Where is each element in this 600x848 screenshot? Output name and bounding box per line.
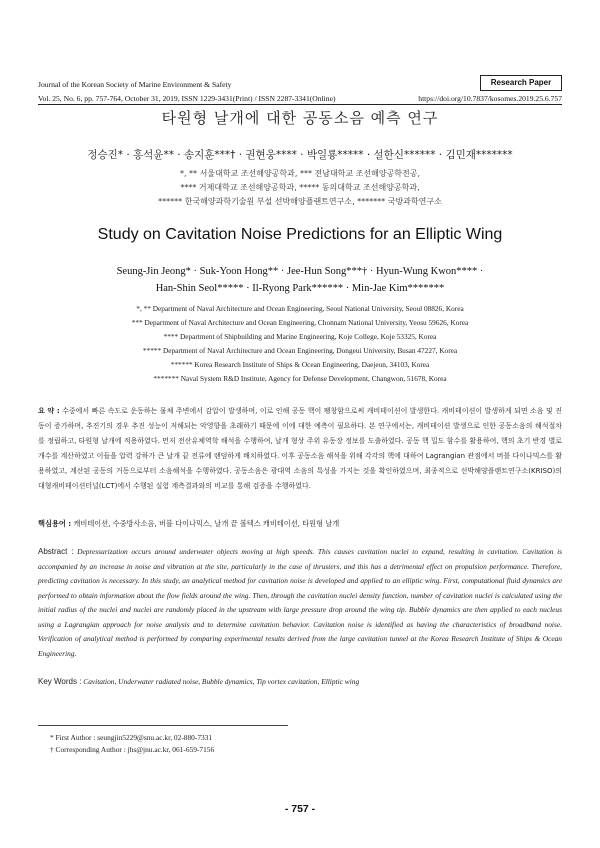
volume-line: Vol. 25, No. 6, pp. 757-764, October 31, 2019, ISSN 1229-3431(Print) / ISSN 2287-3341(Online) bbox=[38, 94, 336, 103]
korean-keywords bbox=[38, 519, 562, 529]
english-affiliation-5: ****** Korea Research Institute of Ships & Ocean Engineering, Daejeon, 34103, Korea bbox=[170, 360, 430, 369]
english-authors-line-1: Seung-Jin Jeong* · Suk-Yoon Hong** · Jee-Hun Song***† · Hyun-Wung Kwon**** · bbox=[116, 266, 484, 277]
first-author-footnote: * First Author : seungjin5229@snu.ac.kr, 02-880-7331 bbox=[50, 733, 213, 742]
korean-abstract-label: 요 약 : bbox=[38, 407, 60, 415]
english-affiliation-3: **** Department of Shipbuilding and Marine Engineering, Koje College, Koje 53325, Korea bbox=[163, 332, 437, 341]
english-keywords-text: Cavitation, Underwater radiated noise, Bubble dynamics, Tip vortex cavitation, Elliptic wing bbox=[83, 677, 360, 686]
korean-keywords-label: 핵심용어 : bbox=[38, 519, 72, 528]
corresponding-author-footnote: † Corresponding Author : jhs@jnu.ac.kr, 061-659-7156 bbox=[50, 745, 215, 754]
korean-abstract bbox=[38, 404, 562, 494]
page-number: - 757 - bbox=[284, 803, 316, 815]
english-keywords-label: Key Words : bbox=[38, 677, 82, 686]
header-rule bbox=[38, 104, 562, 105]
english-abstract-text: Depressurization occurs around underwater objects moving at high speeds. This causes cavitation nuclei to expand, resulting in cavitation. Cavitation is accompanied by an increase in noise and vibration at the site, particularly in the case of thrusters, and this has a detrimental effect on propulsion performance. Therefore, predicting cavitation is necessary. In this study, an analytical method for cavitation noise is developed and applied to an elliptic wing. First, computational fluid dynamics are performed to obtain information about the flow fields around the wing. Then, through the cavitation nuclei density function, number of cavitation nuclei is calculated using the initial radius of the nuclei and nuclei are randomly placed in the upstream with large pressure drop around the wing tip. Bubble dynamics are then applied to each nucleus using a Lagrangian approach for noise analysis and to determine cavitation behavior. Cavitation noise is identified as having the characteristics of broadband noise. Verification of analytical method is performed by comparing experimental results derived from the large cavitation tunnel at the Korea Research Institute of Ships & Ocean Engineering. bbox=[38, 547, 562, 658]
korean-keywords-text: 캐비테이션, 수중방사소음, 버블 다이나믹스, 날개 끝 볼텍스 캐비테이션, 타원형 날개 bbox=[73, 519, 340, 528]
doi-link[interactable]: https://doi.org/10.7837/kosomes.2019.25.6.757 bbox=[418, 94, 562, 103]
english-affiliation-6: ******* Naval System R&D Institute, Agency for Defense Development, Changwon, 51678, Korea bbox=[153, 374, 447, 383]
paper-type-badge: Research Paper bbox=[480, 75, 562, 91]
english-authors-line-2: Han-Shin Seol***** · Il-Ryong Park****** · Min-Jae Kim******* bbox=[155, 283, 445, 294]
english-affiliation-2: *** Department of Naval Architecture and Ocean Engineering, Chonnam National University, Yeosu 59626, Korea bbox=[131, 318, 469, 327]
footnote-rule bbox=[38, 725, 288, 726]
english-affiliation-4: ***** Department of Naval Architecture and Ocean Engineering, Dongeui University, Busan 47227, Korea bbox=[142, 346, 458, 355]
korean-affiliation-1: *, ** 서울대학교 조선해양공학과, *** 전남대학교 조선해양공학전공, bbox=[179, 169, 421, 178]
english-affiliation-1: *, ** Department of Naval Architecture and Ocean Engineering, Seoul National University, Seoul 08826, Korea bbox=[136, 304, 464, 313]
korean-title: 타원형 날개에 대한 공동소음 예측 연구 bbox=[161, 109, 439, 127]
english-title: Study on Cavitation Noise Predictions for an Elliptic Wing bbox=[97, 226, 503, 243]
korean-affiliation-2: **** 거제대학교 조선해양공학과, ***** 동의대학교 조선해양공학과, bbox=[180, 183, 420, 192]
english-abstract-label: Abstract : bbox=[38, 547, 74, 556]
korean-abstract-text: 수중에서 빠른 속도로 운동하는 물체 주변에서 감압이 발생하며, 이로 인해 공동 핵이 팽창함으로써 캐비테이션이 발생한다. 캐비테이션이 발생하게 되면 소음 및 진동이 증가하며, 추진기의 경우 추진 성능이 저해되는 악영향을 초래하기 때문에 이에 대한 예측이 필요하다. 본 연구에서는, 캐비테이션 발생으로 인한 공동소음의 해석절차를 정립하고, 타원형 날개에 적용하였다. 먼저 전산유체역학 해석을 수행하여, 날개 형상 주위 유동장 정보를 도출하였다. 공동 핵 밀도 함수를 활용하여, 핵의 초기 반경 별로 개수를 계산하였고 이들을 압력 강하가 큰 날개 끝 전류에 랜덤하게 배치하였다. 이후 공동소음 해석을 위해 각각의 핵에 대하여 Lagrangian 관점에서 버블 다이나믹스를 활용하였고, 계산된 공동의 거동으로부터 소음해석을 수행하였다. 공동소음은 광대역 소음의 특성을 가지는 것을 확인하였으며, 최종적으로 선박해양플랜트연구소(KRISO)의 대형캐비테이션터널(LCT)에서 수행된 실험 계측결과와의 비교를 통해 검증을 수행하였다. bbox=[38, 407, 563, 490]
korean-authors: 정승진* · 홍석윤** · 송지훈***† · 권현웅**** · 박일룡***** · 설한신****** · 김민재******* bbox=[87, 149, 513, 161]
korean-affiliation-3: ****** 한국해양과학기술원 부설 선박해양플랜트연구소, ******* 국방과학연구소 bbox=[158, 197, 442, 206]
english-abstract bbox=[38, 545, 562, 661]
english-keywords bbox=[38, 677, 562, 686]
journal-name: Journal of the Korean Society of Marine Environment & Safety bbox=[38, 80, 232, 89]
